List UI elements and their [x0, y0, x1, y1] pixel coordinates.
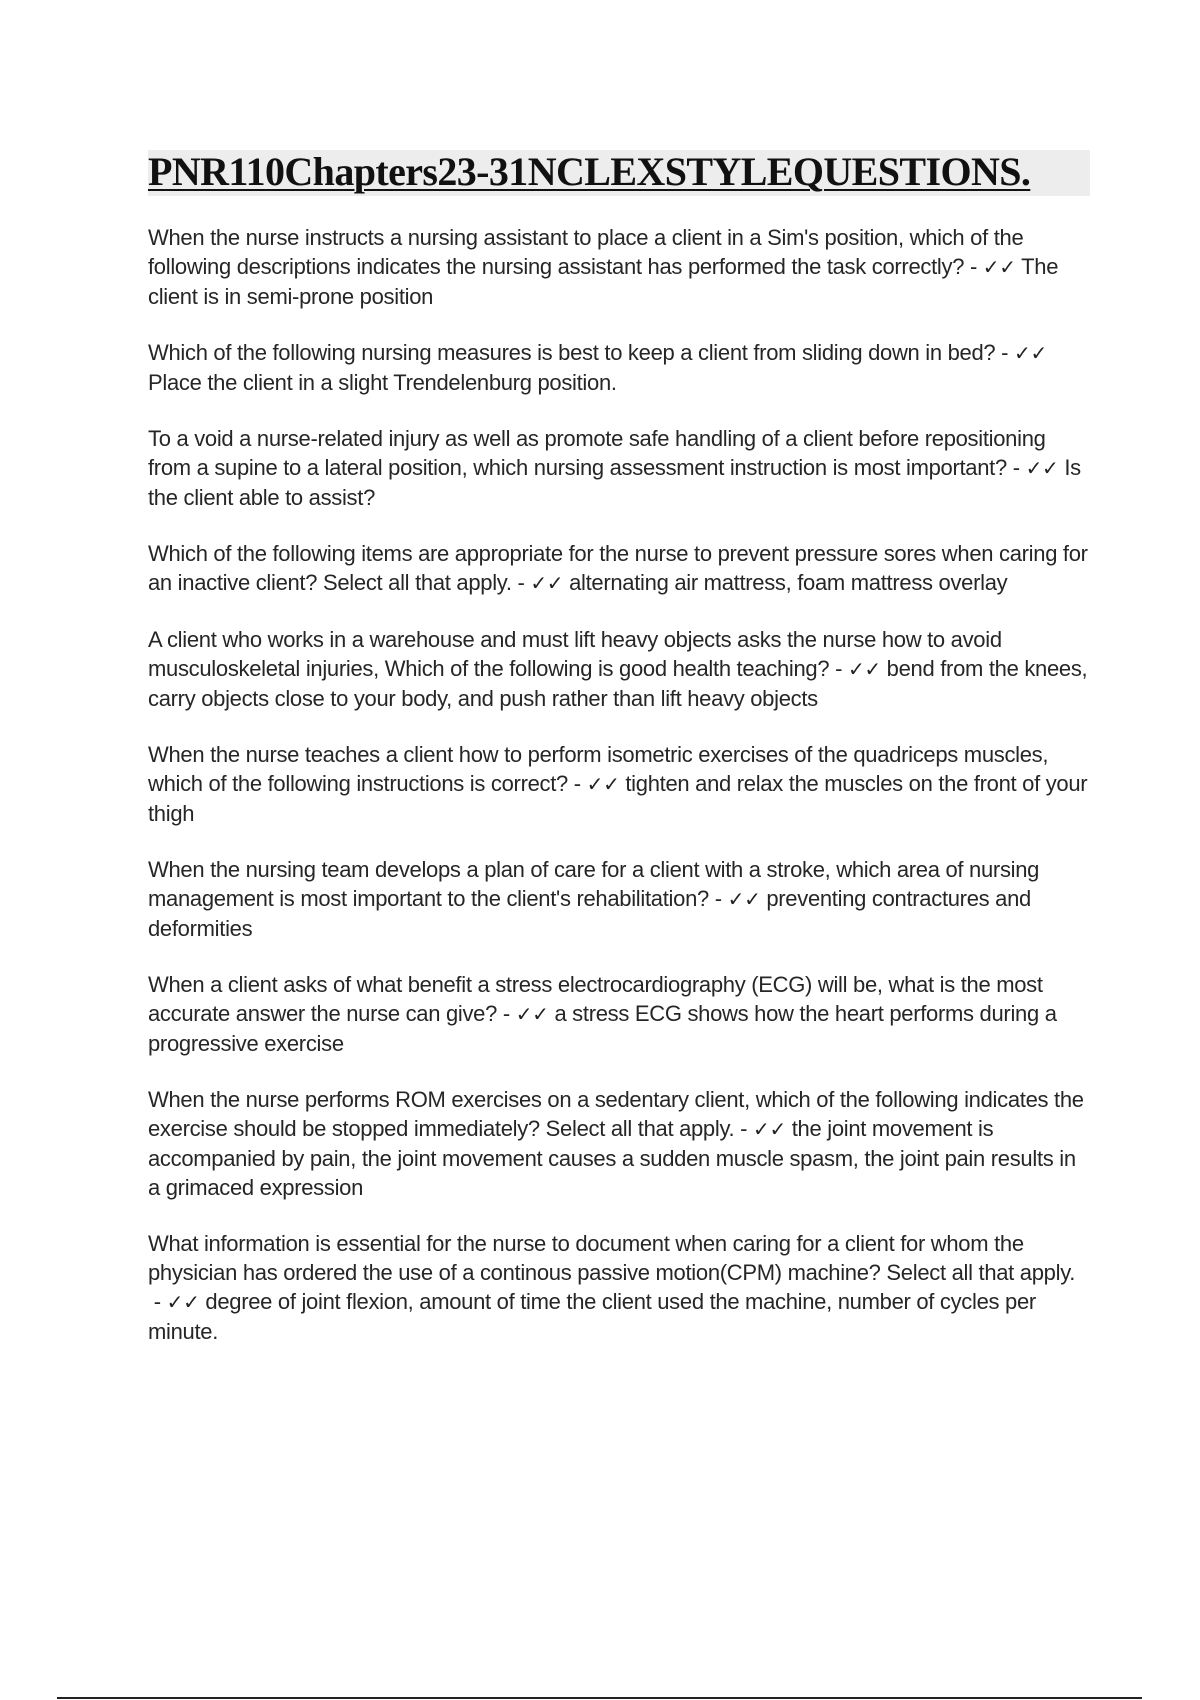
answer-separator: -: [497, 1001, 516, 1026]
question-text: When a client asks of what benefit a stress electrocardiography (ECG) will be, what is the most accurate answer the nurse can give?: [148, 972, 1043, 1026]
answer-text: preventing contractures and deformities: [148, 886, 1031, 941]
answer-separator: -: [734, 1116, 753, 1141]
question-answer-item: [148, 1085, 1090, 1202]
answer-text: a stress ECG shows how the heart performs during a progressive exercise: [148, 1001, 1057, 1056]
check-mark-icon: ✓✓: [982, 255, 1016, 279]
question-text: When the nurse performs ROM exercises on a sedentary client, which of the following indicates the exercise should be stopped immediately? Select all that apply.: [148, 1087, 1084, 1141]
answer-text: tighten and relax the muscles on the front of your thigh: [148, 771, 1088, 826]
check-mark-icon: ✓✓: [530, 571, 564, 595]
question-text: When the nursing team develops a plan of care for a client with a stroke, which area of nursing management is most important to the client's rehabilitation?: [148, 857, 1040, 911]
question-answer-item: [148, 338, 1090, 397]
question-answer-item: [148, 740, 1090, 828]
answer-separator: -: [511, 570, 531, 595]
answer-separator: -: [829, 656, 848, 681]
check-mark-icon: ✓✓: [166, 1290, 200, 1314]
question-answer-item: [148, 539, 1090, 598]
answer-text: bend from the knees, carry objects close to your body, and push rather than lift heavy objects: [148, 656, 1088, 711]
answer-separator: -: [148, 1289, 167, 1314]
question-text: A client who works in a warehouse and must lift heavy objects asks the nurse how to avoid musculoskeletal injuries, Which of the following is good health teaching?: [148, 627, 1002, 681]
question-text: What information is essential for the nurse to document when caring for a client for whom the physician has ordered the use of a continous passive motion(CPM) machine? Select all that apply.: [148, 1231, 1076, 1285]
question-text: To a void a nurse-related injury as well as promote safe handling of a client before repositioning from a supine to a lateral position, which nursing assessment instruction is most important?: [148, 426, 1046, 480]
answer-separator: -: [964, 254, 983, 279]
check-mark-icon: ✓✓: [753, 1117, 786, 1141]
question-answer-item: [148, 855, 1090, 943]
check-mark-icon: ✓✓: [586, 772, 620, 796]
answer-text: Place the client in a slight Trendelenburg position.: [148, 370, 617, 395]
document-title: PNR110Chapters23-31NCLEXSTYLEQUESTIONS.: [148, 149, 1031, 194]
question-text: When the nurse teaches a client how to perform isometric exercises of the quadriceps muscles, which of the following instructions is correct?: [148, 742, 1049, 796]
question-text: Which of the following nursing measures is best to keep a client from sliding down in bed?: [148, 340, 996, 365]
answer-text: degree of joint flexion, amount of time the client used the machine, number of cycles per minute.: [148, 1289, 1036, 1344]
answer-text: The client is in semi-prone position: [148, 254, 1059, 309]
question-text: When the nurse instructs a nursing assistant to place a client in a Sim's position, which of the following descriptions indicates the nursing assistant has performed the task correctly?: [148, 225, 1024, 279]
question-text: Which of the following items are appropriate for the nurse to prevent pressure sores when caring for an inactive client? Select all that apply.: [148, 541, 1088, 595]
check-mark-icon: ✓✓: [1025, 456, 1059, 480]
answer-text: Is the client able to assist?: [148, 455, 1081, 510]
question-answer-item: [148, 970, 1090, 1058]
answer-separator: -: [567, 771, 587, 796]
question-list: [148, 223, 1090, 1373]
check-mark-icon: ✓✓: [515, 1002, 549, 1026]
check-mark-icon: ✓✓: [847, 657, 881, 681]
answer-separator: -: [708, 886, 728, 911]
question-answer-item: [148, 424, 1090, 512]
footer-divider: [57, 1697, 1142, 1699]
check-mark-icon: ✓✓: [1014, 341, 1047, 365]
check-mark-icon: ✓✓: [727, 887, 761, 911]
question-answer-item: [148, 1229, 1090, 1346]
question-answer-item: [148, 223, 1090, 311]
answer-separator: -: [1006, 455, 1026, 480]
answer-text: the joint movement is accompanied by pain, the joint movement causes a sudden muscle spasm, the joint pain results in a grimaced expression: [148, 1116, 1076, 1200]
answer-separator: -: [995, 340, 1015, 365]
question-answer-item: [148, 625, 1090, 713]
answer-text: alternating air mattress, foam mattress overlay: [569, 570, 1008, 595]
